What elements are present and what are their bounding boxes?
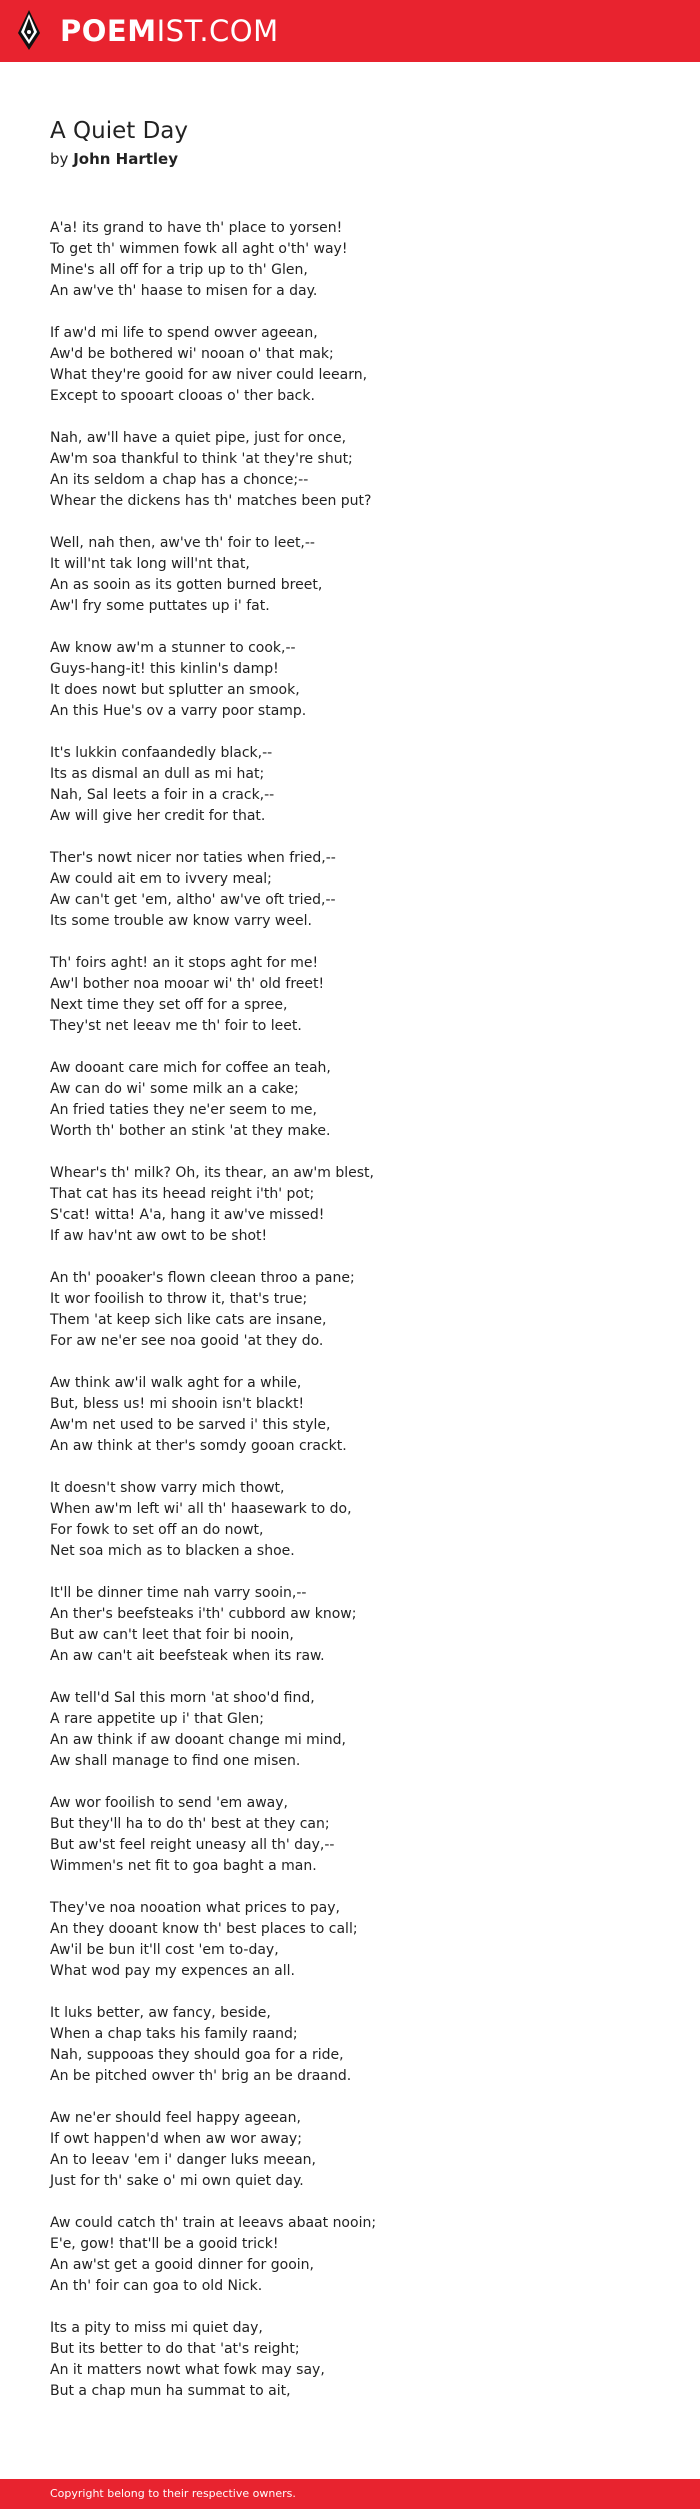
poem-line: Aw could catch th' train at leeavs abaat nooin; bbox=[50, 2215, 377, 2231]
poem-line: That cat has its heead reight i'th' pot; bbox=[50, 1186, 315, 1202]
poem-line: It'll be dinner time nah varry sooin,-- bbox=[50, 1585, 307, 1601]
poem-line: Aw wor fooilish to send 'em away, bbox=[50, 1795, 288, 1811]
poem-line: An to leeav 'em i' danger luks meean, bbox=[50, 2152, 316, 2168]
stanza bbox=[50, 1268, 670, 1352]
poem-line: Its some trouble aw know varry weel. bbox=[50, 913, 312, 929]
poem-line: It's lukkin confaandedly black,-- bbox=[50, 745, 273, 761]
poem-line: Nah, Sal leets a foir in a crack,-- bbox=[50, 787, 275, 803]
site-footer bbox=[0, 2479, 700, 2509]
stanza bbox=[50, 638, 670, 722]
stanza bbox=[50, 218, 670, 302]
stanza bbox=[50, 2003, 670, 2087]
poem-line: It will'nt tak long will'nt that, bbox=[50, 556, 250, 572]
poem-line: Just for th' sake o' mi own quiet day. bbox=[50, 2173, 304, 2189]
stanza bbox=[50, 743, 670, 827]
poem-heading bbox=[50, 117, 188, 169]
poem-line: An aw've th' haase to misen for a day. bbox=[50, 283, 318, 299]
poem-line: It does nowt but splutter an smook, bbox=[50, 682, 300, 698]
poem-line: An ther's beefsteaks i'th' cubbord aw know; bbox=[50, 1606, 357, 1622]
stanza bbox=[50, 1373, 670, 1457]
poem-line: Aw could ait em to ivvery meal; bbox=[50, 871, 272, 887]
by-label: by bbox=[50, 150, 69, 168]
poem-line: Aw'm net used to be sarved i' this style, bbox=[50, 1417, 331, 1433]
stanza bbox=[50, 1793, 670, 1877]
stanza bbox=[50, 1163, 670, 1247]
stanza bbox=[50, 2108, 670, 2192]
poem-line: For fowk to set off an do nowt, bbox=[50, 1522, 264, 1538]
poem-line: An fried taties they ne'er seem to me, bbox=[50, 1102, 317, 1118]
poem-line: An they dooant know th' best places to call; bbox=[50, 1921, 358, 1937]
poem-line: They've noa nooation what prices to pay, bbox=[50, 1900, 340, 1916]
poem-line: Next time they set off for a spree, bbox=[50, 997, 288, 1013]
stanza bbox=[50, 1478, 670, 1562]
poem-line: An this Hue's ov a varry poor stamp. bbox=[50, 703, 307, 719]
poem-line: Net soa mich as to blacken a shoe. bbox=[50, 1543, 295, 1559]
poem-line: If aw hav'nt aw owt to be shot! bbox=[50, 1228, 268, 1244]
byline bbox=[50, 149, 188, 169]
poem-line: Worth th' bother an stink 'at they make. bbox=[50, 1123, 331, 1139]
stanza bbox=[50, 1898, 670, 1982]
poem-line: Guys-hang-it! this kinlin's damp! bbox=[50, 661, 279, 677]
poem-line: An as sooin as its gotten burned breet, bbox=[50, 577, 323, 593]
poem-line: An it matters nowt what fowk may say, bbox=[50, 2362, 325, 2378]
poem-line: It wor fooilish to throw it, that's true; bbox=[50, 1291, 308, 1307]
poem-line: But they'll ha to do th' best at they can; bbox=[50, 1816, 330, 1832]
poem-line: But a chap mun ha summat to ait, bbox=[50, 2383, 291, 2399]
poem-line: When aw'm left wi' all th' haasewark to do, bbox=[50, 1501, 352, 1517]
poem-line: It luks better, aw fancy, beside, bbox=[50, 2005, 271, 2021]
poem-line: If aw'd mi life to spend owver ageean, bbox=[50, 325, 318, 341]
poem-line: E'e, gow! that'll be a gooid trick! bbox=[50, 2236, 279, 2252]
poem-line: Nah, aw'll have a quiet pipe, just for once, bbox=[50, 430, 347, 446]
poem-line: Wimmen's net fit to goa baght a man. bbox=[50, 1858, 317, 1874]
poem-line: An aw can't ait beefsteak when its raw. bbox=[50, 1648, 325, 1664]
poem-line: Aw know aw'm a stunner to cook,-- bbox=[50, 640, 296, 656]
poem-line: An be pitched owver th' brig an be draand. bbox=[50, 2068, 352, 2084]
poem-line: Aw'l fry some puttates up i' fat. bbox=[50, 598, 270, 614]
poem-line: Aw shall manage to find one misen. bbox=[50, 1753, 301, 1769]
poem-line: Except to spooart clooas o' ther back. bbox=[50, 388, 315, 404]
poem-line: If owt happen'd when aw wor away; bbox=[50, 2131, 302, 2147]
author-name[interactable]: John Hartley bbox=[73, 150, 178, 168]
poem-line: Its a pity to miss mi quiet day, bbox=[50, 2320, 263, 2336]
stanza bbox=[50, 1688, 670, 1772]
poem-line: Ther's nowt nicer nor taties when fried,-- bbox=[50, 850, 336, 866]
copyright-notice: Copyright belong to their respective owners. bbox=[50, 2487, 296, 2500]
poem-line: A'a! its grand to have th' place to yorsen! bbox=[50, 220, 343, 236]
poem-line: Aw dooant care mich for coffee an teah, bbox=[50, 1060, 331, 1076]
stanza bbox=[50, 1058, 670, 1142]
stanza bbox=[50, 953, 670, 1037]
poem-line: S'cat! witta! A'a, hang it aw've missed! bbox=[50, 1207, 325, 1223]
poem-line: Nah, suppooas they should goa for a ride, bbox=[50, 2047, 344, 2063]
poem-line: Aw'l bother noa mooar wi' th' old freet! bbox=[50, 976, 325, 992]
poem-line: Th' foirs aght! an it stops aght for me! bbox=[50, 955, 319, 971]
poem-line: They'st net leeav me th' foir to leet. bbox=[50, 1018, 302, 1034]
poem-line: A rare appetite up i' that Glen; bbox=[50, 1711, 264, 1727]
pen-nib-icon[interactable] bbox=[16, 9, 42, 51]
poem-line: An aw think if aw dooant change mi mind, bbox=[50, 1732, 346, 1748]
logo-light-text: IST.COM bbox=[156, 14, 279, 48]
poem-line: But aw'st feel reight uneasy all th' day,-- bbox=[50, 1837, 335, 1853]
poem-body bbox=[50, 218, 670, 2423]
poem-line: Its as dismal an dull as mi hat; bbox=[50, 766, 265, 782]
site-header bbox=[0, 0, 700, 62]
poem-line: Well, nah then, aw've th' foir to leet,-- bbox=[50, 535, 315, 551]
poem-line: But its better to do that 'at's reight; bbox=[50, 2341, 300, 2357]
poem-line: Aw can't get 'em, altho' aw've oft tried,-- bbox=[50, 892, 336, 908]
poem-line: Aw will give her credit for that. bbox=[50, 808, 266, 824]
poem-line: Mine's all off for a trip up to th' Glen, bbox=[50, 262, 308, 278]
poem-line: But, bless us! mi shooin isn't blackt! bbox=[50, 1396, 305, 1412]
stanza bbox=[50, 848, 670, 932]
stanza bbox=[50, 533, 670, 617]
poem-line: Aw can do wi' some milk an a cake; bbox=[50, 1081, 299, 1097]
poem-line: Aw tell'd Sal this morn 'at shoo'd find, bbox=[50, 1690, 315, 1706]
poem-line: An th' foir can goa to old Nick. bbox=[50, 2278, 263, 2294]
stanza bbox=[50, 2213, 670, 2297]
poem-line: Aw ne'er should feel happy ageean, bbox=[50, 2110, 301, 2126]
poem-title: A Quiet Day bbox=[50, 118, 189, 144]
poem-line: An aw'st get a gooid dinner for gooin, bbox=[50, 2257, 314, 2273]
stanza bbox=[50, 428, 670, 512]
poem-line: Aw'il be bun it'll cost 'em to-day, bbox=[50, 1942, 279, 1958]
poem-line: Whear's th' milk? Oh, its thear, an aw'm blest, bbox=[50, 1165, 374, 1181]
stanza bbox=[50, 2318, 670, 2402]
poem-line: What wod pay my expences an all. bbox=[50, 1963, 295, 1979]
poem-line: An aw think at ther's somdy gooan crackt. bbox=[50, 1438, 347, 1454]
poem-line: Aw think aw'il walk aght for a while, bbox=[50, 1375, 302, 1391]
poem-line: Aw'm soa thankful to think 'at they're shut; bbox=[50, 451, 353, 467]
stanza bbox=[50, 1583, 670, 1667]
poem-line: An its seldom a chap has a chonce;-- bbox=[50, 472, 309, 488]
poem-line: To get th' wimmen fowk all aght o'th' way! bbox=[50, 241, 348, 257]
poem-line: What they're gooid for aw niver could leearn, bbox=[50, 367, 368, 383]
poem-line: When a chap taks his family raand; bbox=[50, 2026, 298, 2042]
poem-line: An th' pooaker's flown cleean throo a pane; bbox=[50, 1270, 355, 1286]
poem-line: It doesn't show varry mich thowt, bbox=[50, 1480, 285, 1496]
poem-line: For aw ne'er see noa gooid 'at they do. bbox=[50, 1333, 324, 1349]
poem-line: But aw can't leet that foir bi nooin, bbox=[50, 1627, 294, 1643]
site-logo[interactable] bbox=[60, 14, 279, 48]
poem-line: Whear the dickens has th' matches been put? bbox=[50, 493, 372, 509]
stanza bbox=[50, 323, 670, 407]
poem-line: Aw'd be bothered wi' nooan o' that mak; bbox=[50, 346, 334, 362]
poem-line: Them 'at keep sich like cats are insane, bbox=[50, 1312, 327, 1328]
logo-bold-text: POEM bbox=[60, 14, 157, 48]
